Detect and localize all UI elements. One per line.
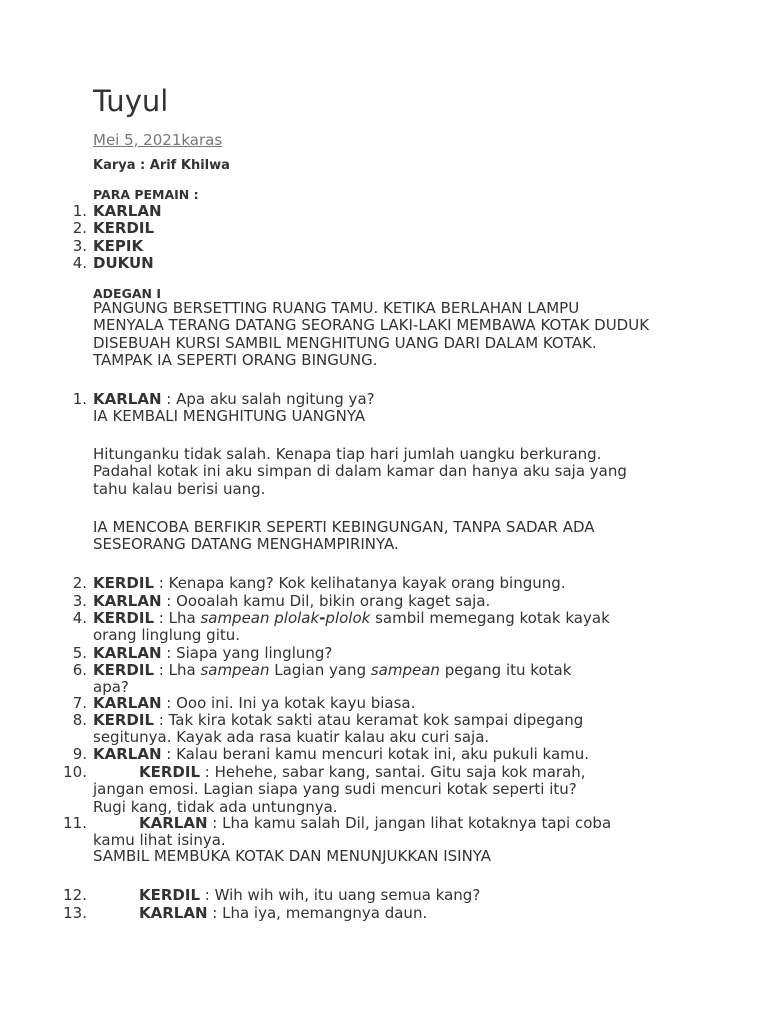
stage-direction: IA KEMBALI MENGHITUNG UANGNYA (93, 407, 366, 425)
paragraph: Hitunganku tidak salah. Kenapa tiap hari jumlah uangku berkurang. Padahal kotak ini aku simpan di dalam kamar dan hanya aku saja yang tahu kalau berisi uang. (93, 445, 627, 498)
cast-heading: PARA PEMAIN : (93, 187, 199, 202)
page-title: Tuyul (93, 84, 169, 118)
dialogue-line: 1. KARLAN : Apa aku salah ngitung ya? (72, 390, 375, 408)
cast-item: 1. KARLAN (72, 202, 162, 220)
dialogue-line: 5. KARLAN : Siapa yang linglung? (72, 644, 333, 662)
cast-item: 2. KERDIL (72, 219, 155, 238)
dialogue-line: 10. KERDIL : Hehehe, sabar kang, santai. Gitu saja kok marah, jangan emosi. Lagian siapa yang sudi mencuri kotak seperti itu? Rugi kang, tidak ada untungnya. (63, 763, 586, 816)
stage-direction: SAMBIL MEMBUKA KOTAK DAN MENUNJUKKAN ISINYA (93, 847, 492, 865)
dialogue-line: 2. KERDIL : Kenapa kang? Kok kelihatanya kayak orang bingung. (72, 574, 566, 592)
post-meta-link[interactable]: Mei 5, 2021karas (93, 131, 223, 149)
dialogue-line: 8. KERDIL : Tak kira kotak sakti atau keramat kok sampai dipegang segitunya. Kayak ada rasa kuatir kalau aku curi saja. (72, 711, 584, 747)
dialogue-line: 6. KERDIL : Lha sampean Lagian yang sampean pegang itu kotak apa? (72, 661, 572, 697)
dialogue-line: 12. KERDIL : Wih wih wih, itu uang semua kang? (63, 886, 481, 904)
dialogue-line: 3. KARLAN : Oooalah kamu Dil, bikin orang kaget saja. (72, 592, 491, 610)
dialogue-line: 11. KARLAN : Lha kamu salah Dil, jangan lihat kotaknya tapi coba kamu lihat isinya. (63, 814, 612, 850)
cast-list (72, 202, 162, 272)
stage-direction: IA MENCOBA BERFIKIR SEPERTI KEBINGUNGAN, TANPA SADAR ADA SESEORANG DATANG MENGHAMPIRINYA. (93, 518, 595, 554)
dialogue-line: 13. KARLAN : Lha iya, memangnya daun. (63, 904, 428, 922)
cast-item: 4. DUKUN (72, 253, 154, 272)
scene-description: PANGUNG BERSETTING RUANG TAMU. KETIKA BERLAHAN LAMPU MENYALA TERANG DATANG SEORANG LAKI-LAKI MEMBAWA KOTAK DUDUK DISEBUAH KURSI SAMBIL MENGHITUNG UANG DARI DALAM KOTAK. TAMPAK IA SEPERTI ORANG BINGUNG. (93, 299, 650, 369)
scene-heading: ADEGAN I (93, 286, 161, 301)
dialogue-line: 4. KERDIL : Lha sampean plolak-plolok sambil memegang kotak kayak orang linglung gitu. (72, 609, 610, 645)
cast-item: 3. KEPIK (72, 236, 144, 255)
dialogue-line: 7. KARLAN : Ooo ini. Ini ya kotak kayu biasa. (72, 694, 416, 712)
author-line: Karya : Arif Khilwa (93, 158, 230, 173)
dialogue-line: 9. KARLAN : Kalau berani kamu mencuri kotak ini, aku pukuli kamu. (72, 745, 590, 763)
